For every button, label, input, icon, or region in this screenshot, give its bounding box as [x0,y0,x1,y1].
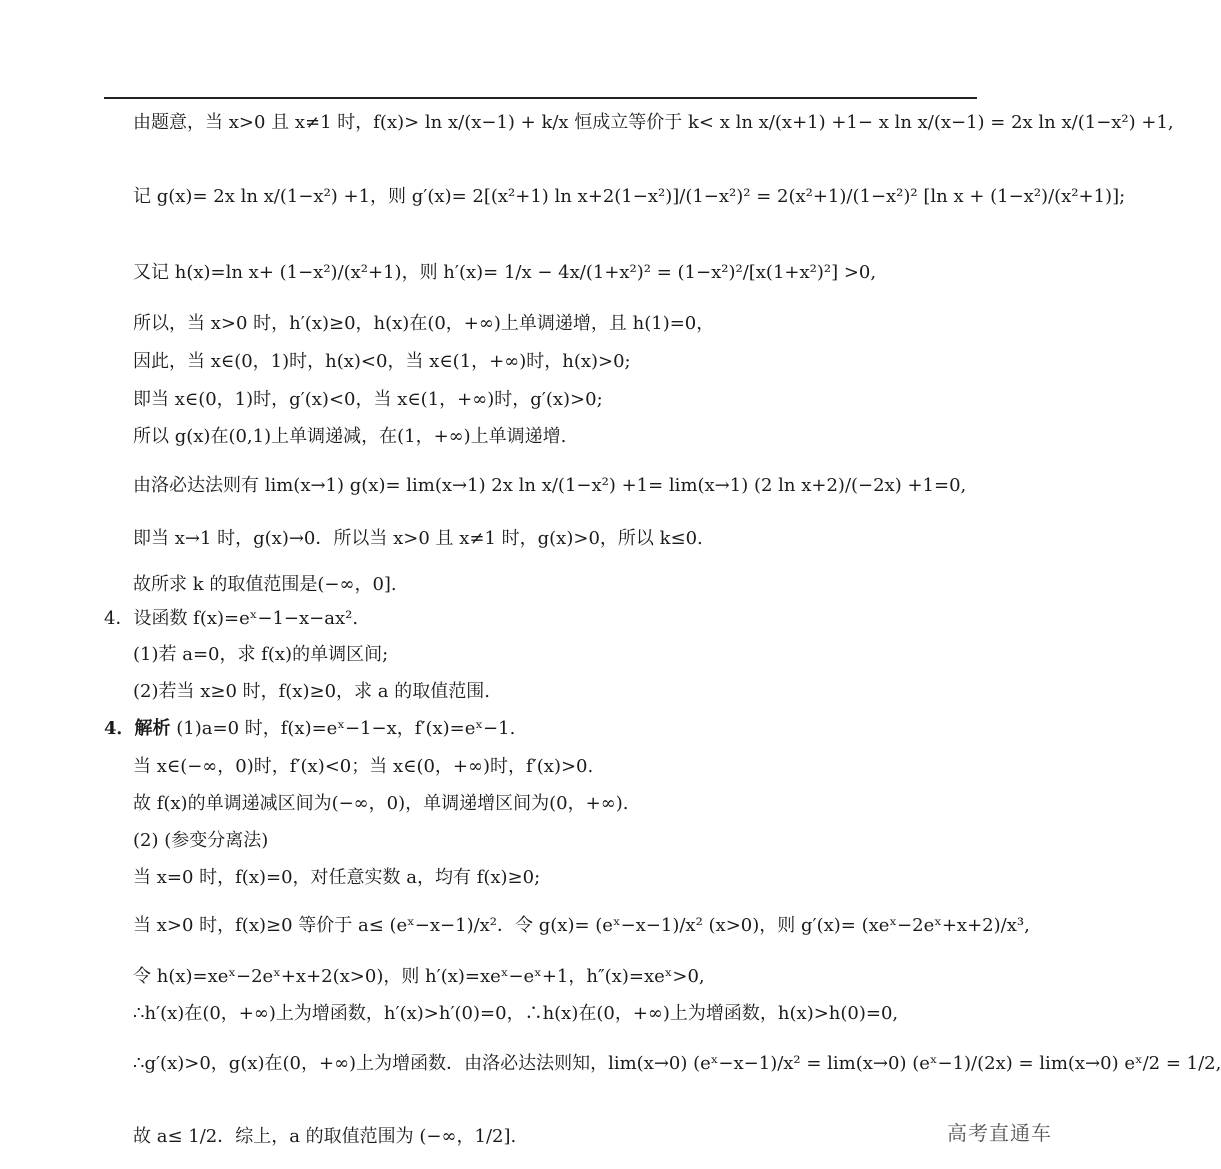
text-line [133,1053,1221,1075]
text-line [104,718,515,740]
text-line [133,867,540,889]
text-line [133,756,593,778]
text-line [133,574,397,596]
line-text: 当 x=0 时，f(x)=0，对任意实数 a，均有 f(x)≥0; [133,867,541,888]
text-line [133,426,566,448]
line-text: 由题意，当 x>0 且 x≠1 时，f(x)> ln x/(x−1) + k/x 恒成立等价于 k< x ln x/(x+1) +1− x ln x/(x−1) = 2x ln x/(1−x²) +1, [133,112,1174,133]
text-line [133,966,705,988]
text-line [133,313,714,335]
watermark: 高考直通车 [947,1121,1052,1145]
line-text: ∴g′(x)>0，g(x)在(0，+∞)上为增函数．由洛必达法则知，lim(x→0) (eˣ−x−1)/x² = lim(x→0) (eˣ−1)/(2x) = lim(x→0) eˣ/2 = 1/2, [133,1053,1221,1074]
text-line [133,528,703,550]
text-line [133,262,876,284]
header-rule [104,97,977,99]
line-text: 故 f(x)的单调递减区间为(−∞，0)，单调递增区间为(0，+∞). [133,793,629,814]
line-text: 令 h(x)=xeˣ−2eˣ+x+2(x>0)，则 h′(x)=xeˣ−eˣ+1，h″(x)=xeˣ>0, [133,966,705,987]
text-line [133,389,603,411]
text-line [133,1003,898,1025]
line-text: 所以 g(x)在(0,1)上单调递减，在(1，+∞)上单调递增. [133,426,567,447]
line-text: 故所求 k 的取值范围是(−∞，0]. [133,574,397,595]
line-text: 由洛必达法则有 lim(x→1) g(x)= lim(x→1) 2x ln x/(1−x²) +1= lim(x→1) (2 ln x+2)/(−2x) +1=0, [133,475,967,496]
text-line [133,1126,516,1148]
line-text: 记 g(x)= 2x ln x/(1−x²) +1，则 g′(x)= 2[(x²+1) ln x+2(1−x²)]/(1−x²)² = 2(x²+1)/(1−x²)² [ln x + (1−x²)/(x²+1)]; [133,186,1126,207]
line-text: 又记 h(x)=ln x+ (1−x²)/(x²+1)，则 h′(x)= 1/x − 4x/(1+x²)² = (1−x²)²/[x(1+x²)²] >0, [133,262,877,283]
line-text: (1)若 a=0，求 f(x)的单调区间; [133,644,389,665]
line-text: 4．设函数 f(x)=eˣ−1−x−ax². [104,608,359,629]
line-text: 当 x∈(−∞，0)时，f′(x)<0；当 x∈(0，+∞)时，f′(x)>0. [133,756,594,777]
line-text: (2) (参变分离法) [133,830,269,851]
text-line [133,830,268,852]
text-line [133,915,1030,937]
line-text: ∴h′(x)在(0，+∞)上为增函数，h′(x)>h′(0)=0，∴h(x)在(0，+∞)上为增函数，h(x)>h(0)=0, [133,1003,899,1024]
section-label: 4．解析 [104,718,171,739]
text-line [133,186,1125,208]
text-line [133,793,628,815]
line-text: 因此，当 x∈(0，1)时，h(x)<0，当 x∈(1，+∞)时，h(x)>0; [133,351,631,372]
text-line [104,608,358,630]
text-line [133,351,631,373]
line-text: 故 a≤ 1/2．综上，a 的取值范围为 (−∞，1/2]. [133,1126,517,1147]
line-text: 当 x>0 时，f(x)≥0 等价于 a≤ (eˣ−x−1)/x²．令 g(x)= (eˣ−x−1)/x² (x>0)，则 g′(x)= (xeˣ−2eˣ+x+2)/x³, [133,915,1030,936]
text-line [133,644,388,666]
line-text: 所以，当 x>0 时，h′(x)≥0，h(x)在(0，+∞)上单调递增，且 h(1)=0， [133,313,715,334]
text-line [133,475,966,497]
line-text: 即当 x∈(0，1)时，g′(x)<0，当 x∈(1，+∞)时，g′(x)>0; [133,389,603,410]
line-text: 即当 x→1 时，g(x)→0．所以当 x>0 且 x≠1 时，g(x)>0，所以 k≤0. [133,528,703,549]
text-line [133,112,1174,134]
line-text: (1)a=0 时，f(x)=eˣ−1−x，f′(x)=eˣ−1. [170,718,516,739]
text-line [133,681,490,703]
line-text: (2)若当 x≥0 时，f(x)≥0，求 a 的取值范围. [133,681,490,702]
